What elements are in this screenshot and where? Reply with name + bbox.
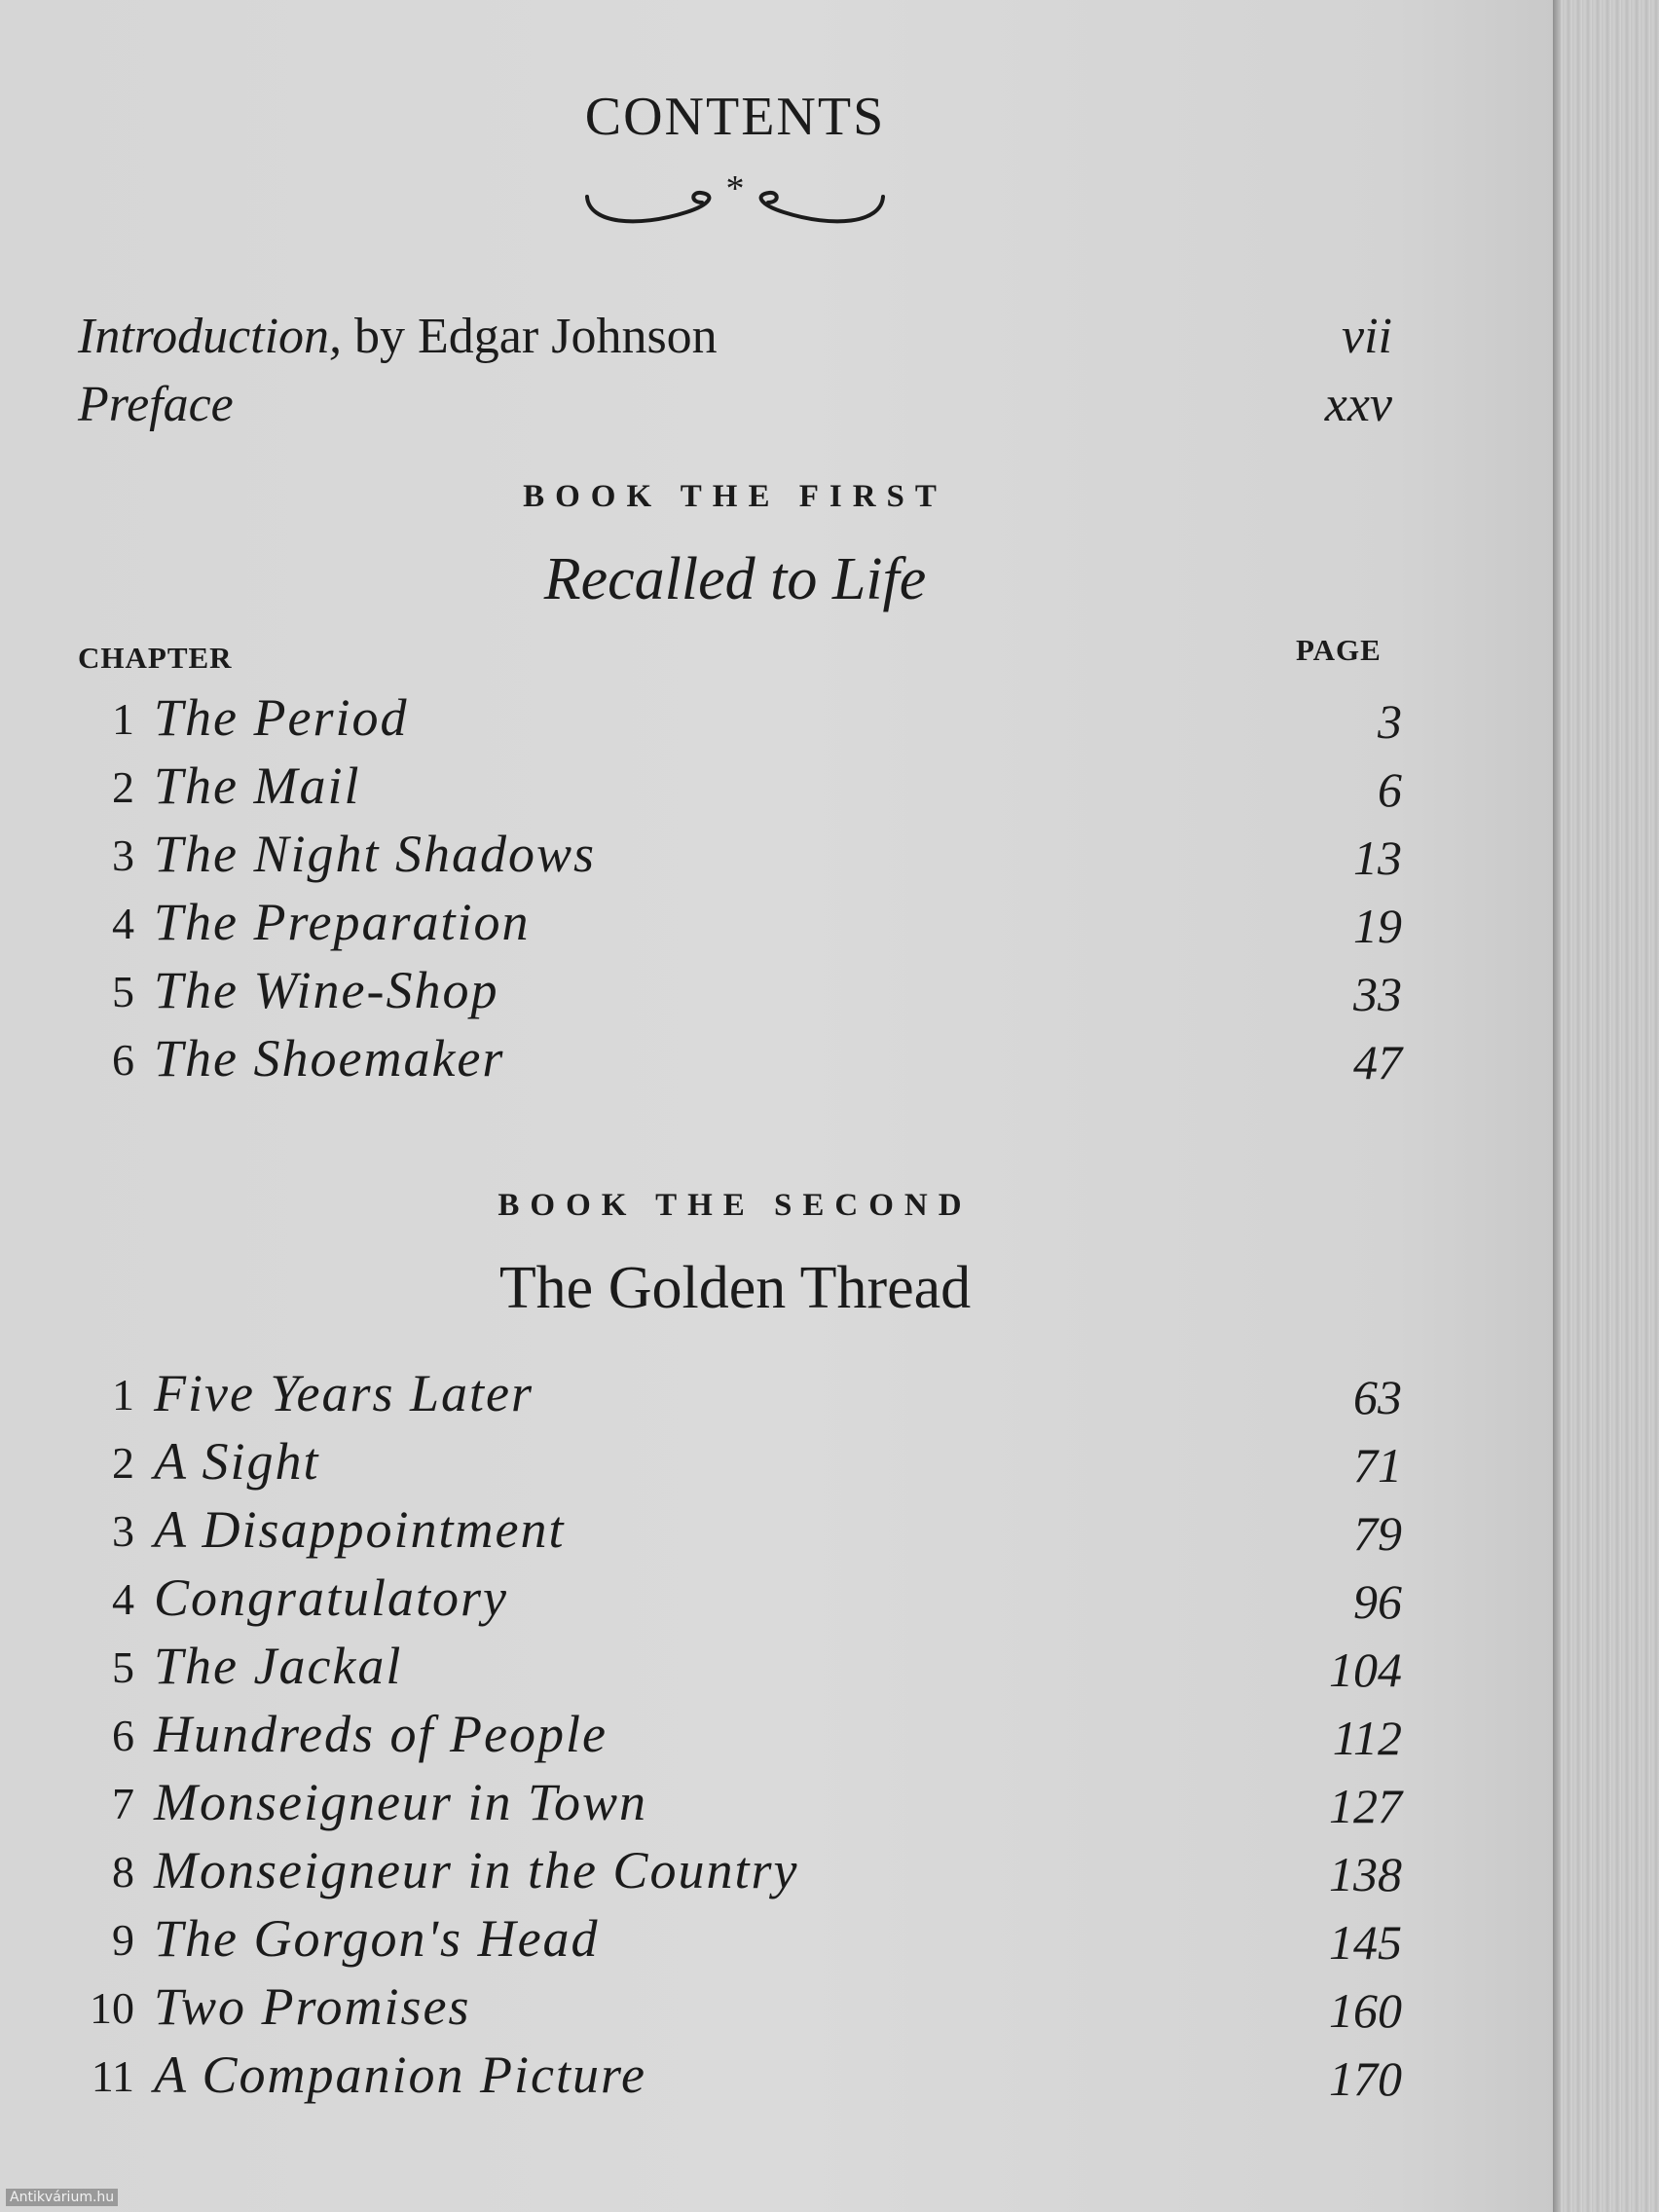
chapter-row <box>78 1704 1402 1772</box>
book-one-chapter-list <box>78 687 1402 1096</box>
chapter-title: A Sight <box>154 1432 320 1491</box>
chapter-page: 63 <box>1353 1370 1402 1424</box>
chapter-page: 79 <box>1353 1506 1402 1561</box>
book-two-chapter-list <box>78 1363 1402 2113</box>
watermark: Antikvárium.hu <box>6 2189 118 2206</box>
chapter-number: 9 <box>112 1915 134 1965</box>
chapter-number: 1 <box>112 1370 134 1419</box>
chapter-title: The Jackal <box>154 1637 403 1695</box>
chapter-page: 47 <box>1353 1035 1402 1089</box>
chapter-row <box>78 1499 1402 1567</box>
chapter-title: The Mail <box>154 756 361 815</box>
chapter-number: 4 <box>112 899 134 948</box>
chapter-number: 6 <box>112 1035 134 1085</box>
chapter-number: 5 <box>112 1642 134 1692</box>
svg-text:*: * <box>725 168 745 209</box>
book-two-label: BOOK THE SECOND <box>498 1188 973 1223</box>
chapter-row <box>78 1028 1402 1096</box>
chapter-title: Hundreds of People <box>154 1705 608 1763</box>
chapter-number: 8 <box>112 1847 134 1897</box>
chapter-number: 1 <box>112 694 134 744</box>
chapter-number: 7 <box>112 1779 134 1828</box>
chapter-page: 19 <box>1353 899 1402 953</box>
chapter-row <box>78 1976 1402 2045</box>
chapter-row <box>78 1636 1402 1704</box>
chapter-page: 13 <box>1353 830 1402 885</box>
chapter-title: A Disappointment <box>154 1500 566 1559</box>
chapter-title: The Preparation <box>154 893 531 951</box>
chapter-title: The Night Shadows <box>154 825 597 883</box>
chapter-row <box>78 1772 1402 1840</box>
chapter-number: 2 <box>112 1438 134 1488</box>
chapter-number: 11 <box>91 2051 134 2101</box>
ornament-flourish-icon <box>579 167 891 238</box>
chapter-page: 3 <box>1378 694 1402 749</box>
page-title: CONTENTS <box>584 87 886 147</box>
chapter-page: 145 <box>1329 1915 1402 1970</box>
chapter-page: 112 <box>1332 1711 1402 1765</box>
page-column-header: PAGE <box>1296 633 1382 667</box>
chapter-title: Congratulatory <box>154 1568 509 1627</box>
chapter-title: The Period <box>154 688 409 747</box>
chapter-row <box>78 892 1402 960</box>
chapter-row <box>78 824 1402 892</box>
chapter-title: The Gorgon's Head <box>154 1909 600 1968</box>
chapter-row <box>78 1908 1402 1976</box>
front-matter-title-rest: by Edgar Johnson <box>342 309 718 364</box>
chapter-title: Five Years Later <box>154 1364 535 1422</box>
chapter-number: 4 <box>112 1574 134 1624</box>
chapter-row <box>78 1431 1402 1499</box>
chapter-page: 104 <box>1329 1642 1402 1697</box>
front-matter-title <box>78 308 718 365</box>
chapter-row <box>78 756 1402 824</box>
chapter-number: 10 <box>90 1983 134 2033</box>
chapter-title: The Shoemaker <box>154 1029 505 1088</box>
chapter-number: 3 <box>112 830 134 880</box>
chapter-row <box>78 687 1402 756</box>
chapter-page: 33 <box>1353 967 1402 1021</box>
chapter-title: The Wine-Shop <box>154 961 499 1019</box>
chapter-row <box>78 2045 1402 2113</box>
book-one-label: BOOK THE FIRST <box>523 479 947 514</box>
front-matter-title-italic: Preface <box>78 377 234 432</box>
book-one-title: Recalled to Life <box>543 546 927 612</box>
chapter-page: 71 <box>1353 1438 1402 1493</box>
chapter-number: 6 <box>112 1711 134 1760</box>
front-matter-page: vii <box>1342 309 1392 364</box>
chapter-number: 3 <box>112 1506 134 1556</box>
front-matter-title-italic: Introduction, <box>78 309 343 364</box>
chapter-title: A Companion Picture <box>154 2046 646 2104</box>
chapter-row <box>78 960 1402 1028</box>
chapter-title: Two Promises <box>154 1977 471 2036</box>
chapter-title: Monseigneur in the Country <box>154 1841 799 1899</box>
page-edge-stack <box>1553 0 1659 2212</box>
chapter-row <box>78 1840 1402 1908</box>
chapter-row <box>78 1567 1402 1636</box>
chapter-page: 170 <box>1329 2051 1402 2106</box>
chapter-page: 6 <box>1378 762 1402 817</box>
chapter-title: Monseigneur in Town <box>154 1773 648 1831</box>
front-matter-page: xxv <box>1324 377 1392 432</box>
chapter-row <box>78 1363 1402 1431</box>
chapter-column-header: CHAPTER <box>78 641 233 675</box>
chapter-number: 5 <box>112 967 134 1016</box>
chapter-page: 96 <box>1353 1574 1402 1629</box>
chapter-page: 160 <box>1329 1983 1402 2038</box>
chapter-page: 127 <box>1329 1779 1402 1833</box>
chapter-page: 138 <box>1329 1847 1402 1901</box>
chapter-number: 2 <box>112 762 134 812</box>
front-matter-title <box>78 376 234 433</box>
book-two-title: The Golden Thread <box>498 1255 972 1321</box>
